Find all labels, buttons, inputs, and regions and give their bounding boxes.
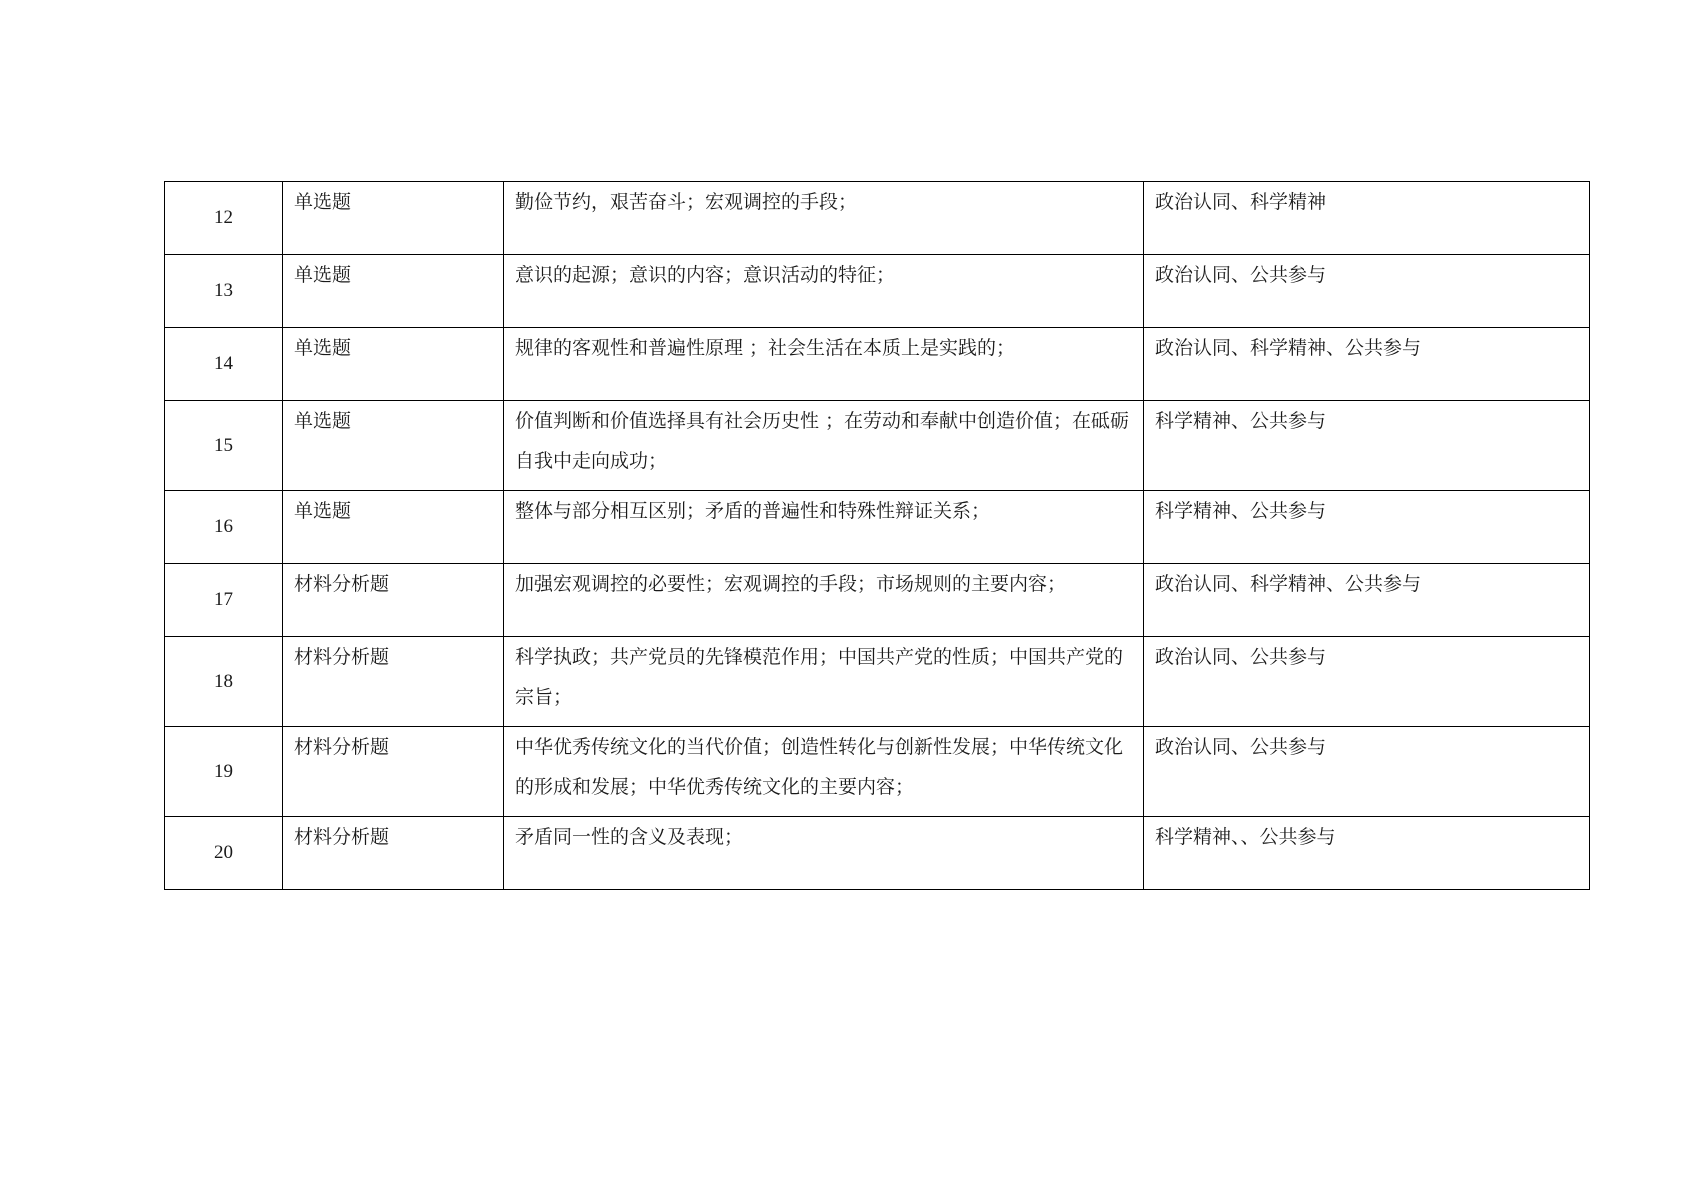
question-number: 14 [165, 328, 283, 401]
table-row [165, 727, 1590, 817]
core-literacy-cell [1144, 727, 1590, 817]
knowledge-points: 中华优秀传统文化的当代价值；创造性转化与创新性发展；中华传统文化的形成和发展；中华优秀传统文化的主要内容； [515, 736, 1124, 798]
question-type-cell [283, 491, 504, 564]
table-row [165, 637, 1590, 727]
knowledge-points-cell [504, 401, 1144, 491]
question-number: 19 [165, 727, 283, 817]
knowledge-points-cell [504, 637, 1144, 727]
core-literacy-cell [1144, 328, 1590, 401]
question-type-cell [283, 401, 504, 491]
question-type: 单选题 [294, 410, 352, 432]
knowledge-points-cell [504, 564, 1144, 637]
knowledge-points-cell [504, 255, 1144, 328]
core-literacy: 政治认同、公共参与 [1155, 646, 1327, 668]
question-type: 材料分析题 [294, 573, 390, 595]
table-row [165, 255, 1590, 328]
knowledge-points: 勤俭节约，艰苦奋斗；宏观调控的手段； [515, 191, 858, 213]
knowledge-points-cell [504, 817, 1144, 890]
core-literacy: 政治认同、公共参与 [1155, 736, 1327, 758]
table-row [165, 564, 1590, 637]
core-literacy-cell [1144, 255, 1590, 328]
table-row [165, 328, 1590, 401]
question-type: 材料分析题 [294, 646, 390, 668]
table-row [165, 817, 1590, 890]
knowledge-points: 整体与部分相互区别；矛盾的普遍性和特殊性辩证关系； [515, 500, 991, 522]
knowledge-points: 意识的起源；意识的内容；意识活动的特征； [515, 264, 896, 286]
knowledge-points: 规律的客观性和普遍性原理 ；社会生活在本质上是实践的； [515, 337, 1016, 359]
question-type-cell [283, 564, 504, 637]
question-number: 16 [165, 491, 283, 564]
core-literacy: 政治认同、科学精神、公共参与 [1155, 337, 1422, 359]
question-type: 单选题 [294, 337, 352, 359]
core-literacy: 科学精神、公共参与 [1155, 500, 1327, 522]
question-type: 单选题 [294, 500, 352, 522]
core-literacy-cell [1144, 564, 1590, 637]
core-literacy-cell [1144, 637, 1590, 727]
core-literacy: 政治认同、科学精神、公共参与 [1155, 573, 1422, 595]
question-type-cell [283, 817, 504, 890]
table-row [165, 491, 1590, 564]
question-type: 材料分析题 [294, 736, 390, 758]
question-number: 20 [165, 817, 283, 890]
question-type: 单选题 [294, 264, 352, 286]
table-row [165, 182, 1590, 255]
core-literacy-cell [1144, 401, 1590, 491]
core-literacy: 科学精神、公共参与 [1155, 410, 1327, 432]
exam-spec-table [164, 181, 1590, 890]
knowledge-points: 矛盾同一性的含义及表现； [515, 826, 744, 848]
question-type-cell [283, 182, 504, 255]
question-number: 17 [165, 564, 283, 637]
knowledge-points: 价值判断和价值选择具有社会历史性 ；在劳动和奉献中创造价值；在砥砺自我中走向成功； [515, 410, 1130, 472]
knowledge-points-cell [504, 328, 1144, 401]
core-literacy: 政治认同、公共参与 [1155, 264, 1327, 286]
question-number: 13 [165, 255, 283, 328]
core-literacy: 科学精神、、公共参与 [1155, 826, 1336, 848]
core-literacy: 政治认同、科学精神 [1155, 191, 1327, 213]
knowledge-points: 科学执政；共产党员的先锋模范作用；中国共产党的性质；中国共产党的宗旨； [515, 646, 1124, 708]
question-type-cell [283, 328, 504, 401]
question-type: 单选题 [294, 191, 352, 213]
core-literacy-cell [1144, 182, 1590, 255]
knowledge-points-cell [504, 727, 1144, 817]
question-number: 12 [165, 182, 283, 255]
knowledge-points-cell [504, 182, 1144, 255]
knowledge-points-cell [504, 491, 1144, 564]
question-number: 15 [165, 401, 283, 491]
core-literacy-cell [1144, 491, 1590, 564]
core-literacy-cell [1144, 817, 1590, 890]
question-type: 材料分析题 [294, 826, 390, 848]
question-type-cell [283, 637, 504, 727]
table-row [165, 401, 1590, 491]
knowledge-points: 加强宏观调控的必要性；宏观调控的手段；市场规则的主要内容； [515, 573, 1067, 595]
question-type-cell [283, 727, 504, 817]
question-number: 18 [165, 637, 283, 727]
question-type-cell [283, 255, 504, 328]
